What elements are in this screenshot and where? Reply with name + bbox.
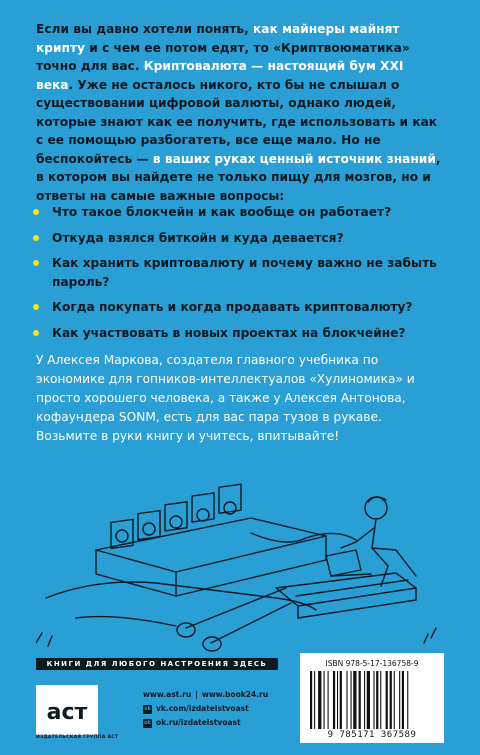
bullet-dot-icon xyxy=(33,260,39,266)
intro-paragraph xyxy=(36,20,444,205)
bullet-dot-icon xyxy=(33,330,39,336)
question-list xyxy=(30,203,450,349)
intro-text: Если вы давно хотели понять, xyxy=(36,22,254,36)
intro-text: и с чем ее потом едят xyxy=(84,40,245,55)
intro-highlight: в ваших руках ценный источник знаний xyxy=(152,151,436,166)
tagline-bar: КНИГИ ДЛЯ ЛЮБОГО НАСТРОЕНИЯ ЗДЕСЬ xyxy=(36,658,278,670)
intro-highlight: как майнеры майнят крипту xyxy=(36,22,400,55)
website-link[interactable]: www.book24.ru xyxy=(201,690,269,699)
authors-paragraph: У Алексея Маркова, создателя главного учебника по экономике для гопников-интеллектуалов «Хулиномика» и просто хорошего человека, а также у Алексея Антонова, кофаундера SONM, есть для вас пара тузов в рукаве. Возьмите в руки книгу и учитесь, впитывайте! xyxy=(36,353,415,443)
ast-logo xyxy=(36,685,98,735)
vk-link[interactable]: vk.com/izdatelstvoast xyxy=(156,704,249,713)
question-item xyxy=(30,324,450,343)
ok-link[interactable]: ok.ru/izdatelstvoast xyxy=(156,718,241,727)
publisher-links xyxy=(143,688,293,730)
vk-icon: vk xyxy=(144,705,151,712)
bullet-dot-icon xyxy=(33,304,39,310)
bullet-dot-icon xyxy=(33,235,39,241)
barcode-icon xyxy=(308,671,436,729)
ok-icon: ok xyxy=(144,719,151,726)
question-item xyxy=(30,203,450,222)
isbn-digits: 9 785171 367589 xyxy=(327,730,417,740)
question-text: Когда покупать и когда продавать криптовалюту? xyxy=(52,300,413,314)
question-item xyxy=(30,229,450,248)
intro-text: , в котором вы найдете не только пищу для мозгов, но и ответы на самые важные вопросы: xyxy=(36,151,441,203)
link-separator: | xyxy=(195,690,198,699)
question-text: Как хранить криптовалюту и почему важно не забыть пароль? xyxy=(52,256,437,289)
question-item xyxy=(30,254,450,291)
intro-text: , то «Криптвоюматика» точно для вас. xyxy=(36,40,410,73)
website-row xyxy=(143,688,293,702)
question-item xyxy=(30,298,450,317)
question-text: Как участвовать в новых проектах на блокчейне? xyxy=(52,325,406,340)
isbn-label: ISBN 978-5-17-136758-9 xyxy=(325,659,419,668)
intro-text: . Уже не осталось никого, кто бы не слышал о существовании цифровой валюты, однако людей, которые знают как ее получить, где использовать и как с ее помощью разбогатеть, все еще мало. Но не беспокойтесь — xyxy=(36,77,438,166)
intro-highlight: Криптовалюта — настоящий бум XXI века xyxy=(36,59,404,92)
vk-row xyxy=(143,702,293,716)
publisher-caption: ИЗДАТЕЛЬСКАЯ ГРУППА АСТ xyxy=(36,735,119,740)
logo-text: аст xyxy=(46,700,88,725)
isbn-barcode-box xyxy=(300,653,444,743)
mining-rig-illustration xyxy=(36,478,444,653)
question-text: Откуда взялся биткойн и куда девается? xyxy=(52,230,344,245)
bullet-dot-icon xyxy=(33,209,39,215)
website-link[interactable]: www.ast.ru xyxy=(143,690,192,699)
question-text: Что такое блокчейн и как вообще он работает? xyxy=(52,205,392,219)
ok-row xyxy=(143,716,293,730)
